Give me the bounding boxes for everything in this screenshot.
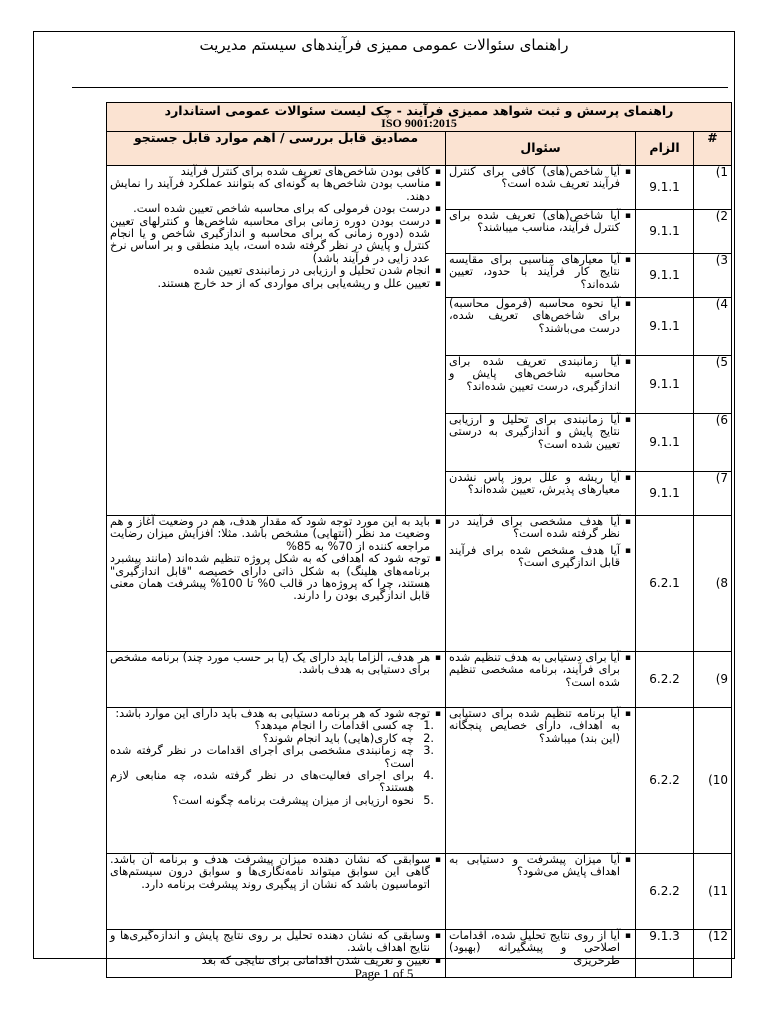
header-number: #	[694, 132, 732, 166]
question-item: ▪ آیا نحوه محاسبه (فرمول محاسبه) برای شاخص‌های تعریف شده، درست می‌باشند؟	[449, 298, 620, 335]
evidence-item: ▪ هر هدف، الزاما باید دارای یک (یا بر حسب مورد چند) برنامه مشخص برای دستیابی به هدف باشد.	[110, 652, 430, 677]
row-number: 5)	[694, 356, 732, 414]
question-item: ▪ آیا زمانبندی برای تحلیل و ارزیابی نتایج پایش و اندازگیری به درستی تعیین شده است؟	[449, 414, 620, 451]
row-requirement: 9.1.1	[636, 414, 694, 472]
row-question	[446, 708, 636, 854]
item-text: برای اجرای فعالیت‌های در نظر گرفته شده، چه منابعی لازم هستند؟	[110, 769, 415, 795]
row-number: 10)	[694, 708, 732, 854]
row-requirement: 9.1.1	[636, 254, 694, 298]
item-text: چه کاری(هایی) باید انجام شوند؟	[262, 731, 415, 745]
table-row	[107, 854, 732, 930]
evidence-item: ▪ سوابقی که نشان دهنده میزان پیشرفت هدف و برنامه آن باشد. گاهی این سوابق میتواند نامه‌نگاری‌ها و سوابق درون سیستم‌های اتوماسیون باشد که نشان از پیگیری روند پیشرفت برنامه دارد.	[110, 854, 430, 891]
question-item: ▪ آیا ریشه و علل بروز پاس نشدن معیارهای پذیرش، تعیین شده‌اند؟	[449, 472, 620, 497]
row-requirement: 9.1.1	[636, 356, 694, 414]
item-text: نحوه ارزیابی از میزان پیشرفت برنامه چگونه است؟	[172, 793, 415, 807]
banner-row	[107, 103, 732, 132]
evidence-item: ▪ تعیین و تعریف شدن اقداماتی برای نتایجی که بعد	[110, 955, 430, 967]
evidence-item: ▪ انجام شدن تحلیل و ارزیابی در زمانبندی تعیین شده	[110, 265, 430, 277]
row-requirement: 6.2.2	[636, 652, 694, 708]
question-item: ▪ آیا هدف مشخصی برای فرآیند در نظر گرفته شده است؟	[449, 516, 620, 541]
row-requirement: 9.1.1	[636, 166, 694, 210]
plan-requirement-item	[110, 744, 435, 770]
row-number: 3)	[694, 254, 732, 298]
evidence-item: ▪ باید به این مورد توجه شود که مقدار هدف، هم در وضعیت آغاز و هم وضعیت مد نظر (انتهایی) مشخص باشد. مثلا: افزایش میزان رضایت مراجعه کننده از 70% به 85%	[110, 516, 430, 553]
row-question	[446, 254, 636, 298]
row-requirement: 9.1.1	[636, 210, 694, 254]
row-requirement: 6.2.2	[636, 708, 694, 854]
evidence-item: ▪ کافی بودن شاخص‌های تعریف شده برای کنترل فرآیند	[110, 166, 430, 178]
plan-requirement-item	[110, 793, 435, 807]
evidence-cell	[107, 854, 446, 930]
row-question	[446, 516, 636, 652]
page-frame	[33, 31, 735, 967]
audit-checklist-table	[106, 102, 732, 978]
question-item: ▪ آیا برنامه تنظیم شده برای دستیابی به اهداف، دارای خصایص پنجگانه (این بند) میباشد؟	[449, 708, 620, 745]
row-requirement: 9.1.1	[636, 472, 694, 516]
question-item: ▪ آیا زمانبندی تعریف شده برای محاسبه شاخص‌های پایش و اندازگیری، درست تعیین شده‌اند؟	[449, 356, 620, 393]
table-row	[107, 516, 732, 652]
question-item: ▪ آیا شاخص(های) تعریف شده برای کنترل فرآیند، مناسب میباشند؟	[449, 210, 620, 235]
item-number: 5.	[423, 793, 435, 807]
row-requirement: 9.1.1	[636, 298, 694, 356]
question-item: ▪ آیا شاخص(های) کافی برای کنترل فرآیند تعریف شده است؟	[449, 166, 620, 191]
question-item: ▪ آیا معیارهای مناسبی برای مقایسه نتایج کار فرآیند با حدود، تعیین شده‌اند؟	[449, 254, 620, 291]
document-title: راهنمای سئوالات عمومی ممیزی فرآیندهای سیستم مدیریت	[199, 36, 569, 54]
question-item: ▪ آیا میزان پیشرفت و دستیابی به اهداف پایش می‌شود؟	[449, 854, 620, 879]
evidence-cell	[107, 166, 446, 516]
title-divider	[72, 87, 728, 88]
item-number: 4.	[423, 769, 435, 783]
row-number: 7)	[694, 472, 732, 516]
evidence-item: ▪ درست بودن فرمولی که برای محاسبه شاخص تعیین شده است.	[110, 203, 430, 215]
row-requirement: 9.1.3	[636, 930, 694, 978]
header-requirement: الزام	[636, 132, 694, 166]
table-row	[107, 652, 732, 708]
plan-requirements-list	[110, 720, 442, 807]
row-number: 9)	[694, 652, 732, 708]
row-number: 8)	[694, 516, 732, 652]
row-number: 4)	[694, 298, 732, 356]
question-item: ▪ آیا از روی نتایج تحلیل شده، اقدامات اصلاحی و پیشگیرانه (بهبود) طرحریزی	[449, 930, 620, 967]
item-number: 2.	[423, 731, 435, 745]
row-question	[446, 854, 636, 930]
evidence-item: ▪ مناسب بودن شاخص‌ها به گونه‌ای که بتوانند عملکرد فرآیند را نمایش دهند.	[110, 178, 430, 203]
row-question	[446, 166, 636, 210]
question-item: ▪ آیا هدف مشخص شده برای فرآیند قابل اندازگیری است؟	[449, 545, 620, 570]
table-row	[107, 708, 732, 854]
row-number: 11)	[694, 854, 732, 930]
item-text: چه کسی اقدامات را انجام میدهد؟	[254, 719, 415, 733]
evidence-item: ▪ تعیین علل و ریشه‌یابی برای مواردی که از حد خارج هستند.	[110, 278, 430, 290]
row-question	[446, 210, 636, 254]
evidence-intro: ▪ توجه شود که هر برنامه دستیابی به هدف باید دارای این موارد باشد:	[110, 708, 430, 720]
page-footer: Page 1 of 5	[354, 966, 414, 981]
row-question	[446, 414, 636, 472]
evidence-cell	[107, 708, 446, 854]
evidence-item: ▪ وسابقی که نشان دهنده تحلیل بر روی نتایج پایش و اندازه‌گیری‌ها و نتایج اهداف باشد.	[110, 930, 430, 955]
banner-title: راهنمای پرسش و ثبت شواهد ممیزی فرآیند - چک لیست سئوالات عمومی استاندارد	[164, 103, 674, 118]
row-requirement: 6.2.1	[636, 516, 694, 652]
evidence-cell	[107, 516, 446, 652]
item-number: 1.	[423, 719, 435, 733]
evidence-cell	[107, 652, 446, 708]
header-question: سئوال	[446, 132, 636, 166]
table-row	[107, 166, 732, 210]
row-number: 12)	[694, 930, 732, 978]
table-banner	[107, 103, 732, 132]
row-number: 6)	[694, 414, 732, 472]
row-question	[446, 472, 636, 516]
row-requirement: 6.2.2	[636, 854, 694, 930]
row-number: 1)	[694, 166, 732, 210]
row-question	[446, 652, 636, 708]
evidence-item: ▪ توجه شود که اهدافی که به شکل پروژه تنظیم شده‌اند (مانند پیشبرد برنامه‌های هلینگ) به شکل ذاتی دارای خصیصه "قابل اندازگیری" هستند، چرا که پروژه‌ها در قالب 0% تا 100% پیشرفت همان معنی قابل اندازگیری بودن را دارند.	[110, 553, 430, 603]
item-number: 3.	[423, 744, 435, 758]
item-text: چه زمانبندی مشخصی برای اجرای اقدامات در نظر گرفته شده است؟	[110, 744, 415, 770]
header-row	[107, 132, 732, 166]
plan-requirement-item	[110, 769, 435, 795]
row-number: 2)	[694, 210, 732, 254]
header-evidence: مصادیق قابل بررسی / اهم موارد قابل جستجو	[107, 132, 446, 166]
row-question	[446, 298, 636, 356]
banner-standard: ISO 9001:2015	[381, 116, 457, 130]
question-item: ▪ آیا برای دستیابی به هدف تنظیم شده برای فرآیند، برنامه مشخصی تنظیم شده است؟	[449, 652, 620, 689]
evidence-item: ▪ درست بودن دوره زمانی برای محاسبه شاخص‌ها و کنترلهای تعیین شده (دوره زمانی که برای محاسبه و اندازگیری شاخص و یا انجام کنترل و پایش در نظر گرفته شده است، باید منطقی و بر اساس نرخ عدد زایی در فرآیند باشد)	[110, 216, 430, 266]
row-question	[446, 356, 636, 414]
